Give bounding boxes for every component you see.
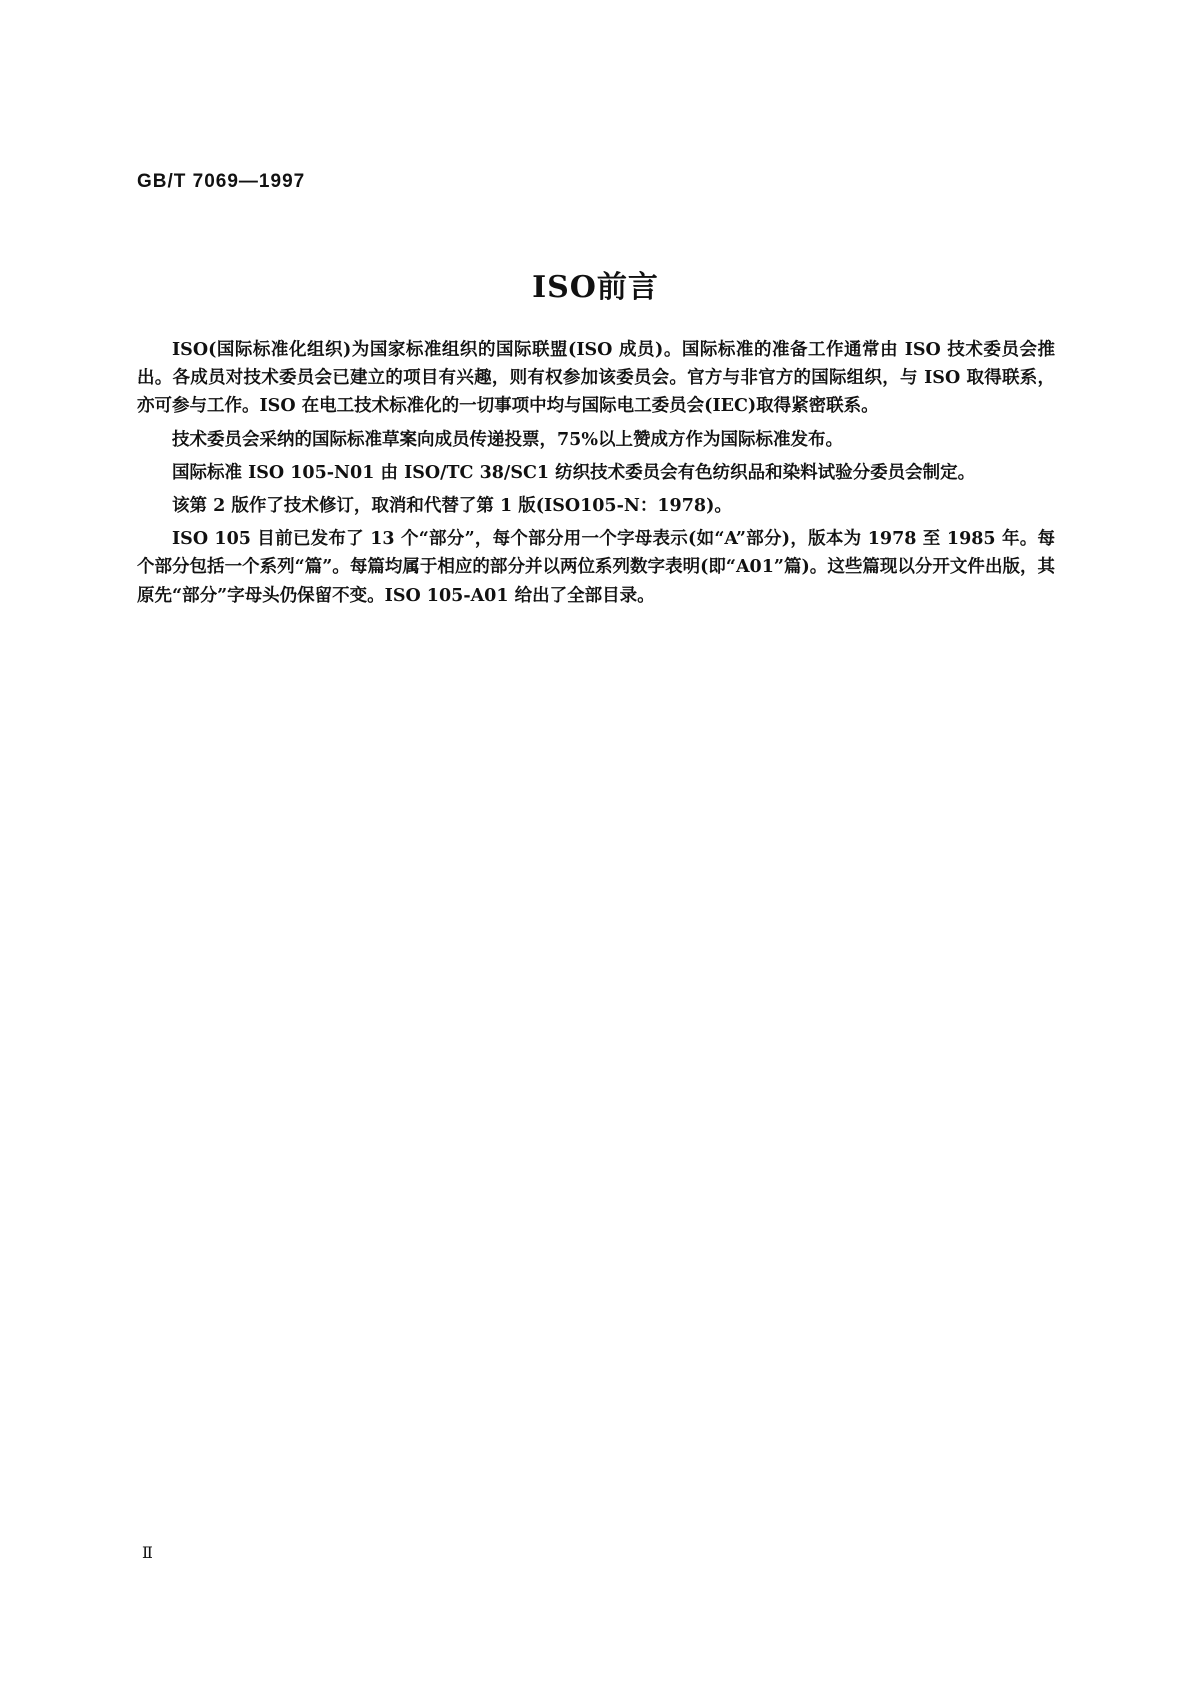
foreword-body (137, 336, 1055, 615)
paragraph-voting: 技术委员会采纳的国际标准草案向成员传递投票，75%以上赞成方作为国际标准发布。 (172, 429, 843, 450)
page-title: ISO前言 (532, 270, 659, 305)
document-code: GB/T 7069—1997 (137, 171, 306, 192)
paragraph-prepared-by: 国际标准 ISO 105-N01 由 ISO/TC 38/SC1 纺织技术委员会有色纺织品和染料试验分委员会制定。 (172, 462, 976, 483)
paragraph-edition: 该第 2 版作了技术修订，取消和代替了第 1 版(ISO105-N：1978)。 (172, 496, 732, 517)
paragraph-iso-intro: ISO(国际标准化组织)为国家标准组织的国际联盟(ISO 成员)。国际标准的准备工作通常由 ISO 技术委员会推出。各成员对技术委员会已建立的项目有兴趣，则有权参加该委员会。官方与非官方的国际组织，与 ISO 取得联系，亦可参与工作。ISO 在电工技术标准化的一切事项中均与国际电工委员会(IEC)取得紧密联系。 (137, 340, 1055, 417)
page-number: Ⅱ (142, 1543, 153, 1562)
paragraph-parts: ISO 105 目前已发布了 13 个“部分”，每个部分用一个字母表示(如“A”部分)，版本为 1978 至 1985 年。每个部分包括一个系列“篇”。每篇均属于相应的部分并以两位系列数字表明(即“A01”篇)。这些篇现以分开文件出版，其原先“部分”字母头仍保留不变。ISO 105-A01 给出了全部目录。 (137, 529, 1055, 606)
